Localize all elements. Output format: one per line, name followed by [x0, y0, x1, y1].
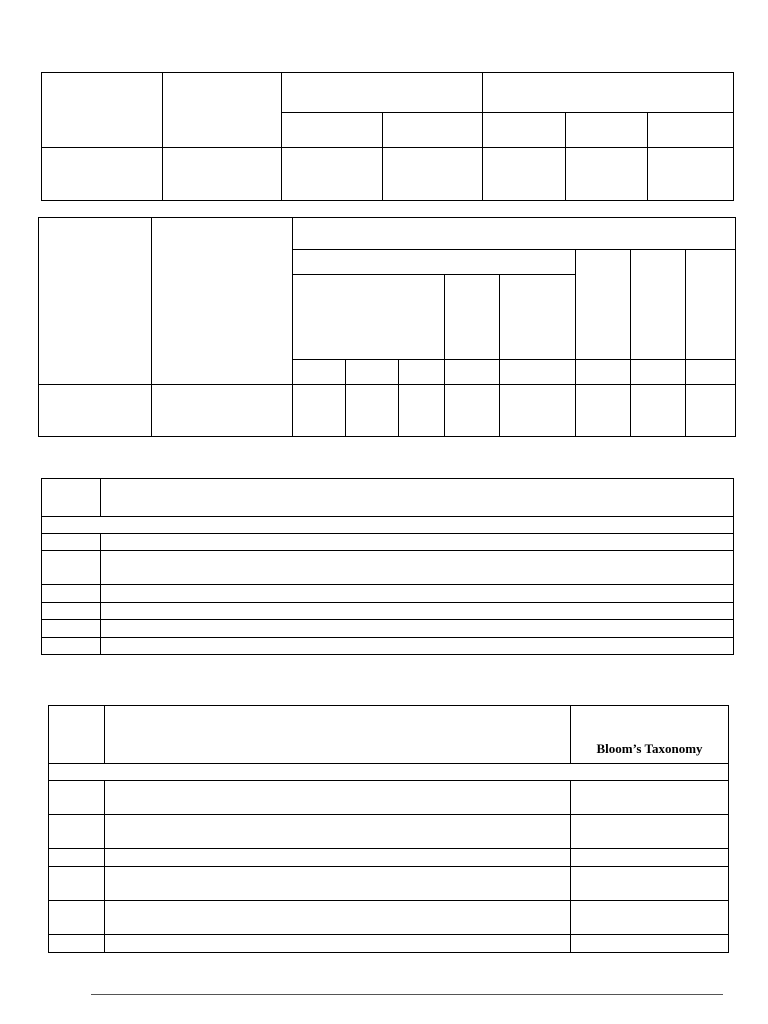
- table-1-subheader-cell: [647, 112, 734, 148]
- table-3-number-cell: [41, 637, 101, 655]
- table-2-data-cell: [151, 384, 293, 437]
- table-2-header-cell: [444, 274, 500, 360]
- table-3-header-text-cell: [100, 478, 734, 517]
- table-4-taxonomy-cell: [570, 900, 729, 935]
- table-1: [41, 72, 734, 201]
- table-4-taxonomy-cell: [570, 866, 729, 901]
- table-2-subheader-cell: [630, 359, 686, 385]
- table-4-number-cell: [48, 900, 105, 935]
- table-3-number-cell: [41, 533, 101, 551]
- table-2-subheader-cell: [499, 359, 576, 385]
- table-1-subheader-cell: [281, 112, 383, 148]
- table-2-subheader-cell: [345, 359, 399, 385]
- table-3-text-cell: [100, 550, 734, 585]
- table-2-data-cell: [292, 384, 346, 437]
- table-2-data-cell: [345, 384, 399, 437]
- table-1-header-group: [281, 72, 483, 113]
- table-4: [48, 705, 729, 953]
- table-1-header-cell: [162, 72, 282, 148]
- table-2-data-cell: [575, 384, 631, 437]
- table-4-number-cell: [48, 848, 105, 867]
- table-3-text-cell: [100, 584, 734, 603]
- table-2: [38, 217, 736, 437]
- table-2-subheader-cell: [575, 359, 631, 385]
- table-4-number-cell: [48, 866, 105, 901]
- table-2-subheader-cell: [444, 359, 500, 385]
- table-4-number-cell: [48, 780, 105, 815]
- table-3-header-number-cell: [41, 478, 101, 517]
- table-4-text-cell: [104, 848, 571, 867]
- table-3-text-cell: [100, 533, 734, 551]
- table-3-section-row: [41, 516, 734, 534]
- table-1-subheader-cell: [382, 112, 483, 148]
- table-2-subheader-cell: [685, 359, 736, 385]
- table-1-data-cell: [647, 147, 734, 201]
- table-2-header-cell: [292, 274, 445, 360]
- table-3-number-cell: [41, 584, 101, 603]
- blooms-taxonomy-header: Bloom’s Taxonomy: [596, 741, 703, 756]
- footer-divider: [91, 994, 723, 995]
- table-4-text-cell: [104, 814, 571, 849]
- table-4-header-text-cell: [104, 705, 571, 764]
- blooms-taxonomy-header-cell: [570, 705, 729, 764]
- table-4-taxonomy-cell: [570, 848, 729, 867]
- table-1-data-cell: [162, 147, 282, 201]
- table-4-text-cell: [104, 900, 571, 935]
- table-1-data-cell: [482, 147, 566, 201]
- table-1-header-cell: [41, 72, 163, 148]
- table-2-data-cell: [38, 384, 152, 437]
- table-2-subheader-cell: [292, 359, 346, 385]
- table-2-header-cell: [575, 249, 631, 360]
- table-1-data-cell: [565, 147, 648, 201]
- table-4-text-cell: [104, 934, 571, 953]
- table-3-text-cell: [100, 602, 734, 620]
- table-2-data-cell: [685, 384, 736, 437]
- table-3-text-cell: [100, 619, 734, 638]
- table-3-number-cell: [41, 602, 101, 620]
- table-2-header-cell: [630, 249, 686, 360]
- table-1-subheader-cell: [565, 112, 648, 148]
- table-2-data-cell: [499, 384, 576, 437]
- table-2-data-cell: [398, 384, 445, 437]
- table-2-header-cell: [151, 217, 293, 385]
- table-4-text-cell: [104, 866, 571, 901]
- table-2-header-cell: [499, 274, 576, 360]
- table-4-number-cell: [48, 814, 105, 849]
- table-4-header-number-cell: [48, 705, 105, 764]
- table-2-subheader-cell: [398, 359, 445, 385]
- table-4-taxonomy-cell: [570, 814, 729, 849]
- table-1-data-cell: [41, 147, 163, 201]
- table-2-data-cell: [630, 384, 686, 437]
- table-1-data-cell: [281, 147, 383, 201]
- table-2-data-cell: [444, 384, 500, 437]
- table-4-number-cell: [48, 934, 105, 953]
- table-4-taxonomy-cell: [570, 934, 729, 953]
- table-2-header-group: [292, 217, 736, 250]
- table-2-header-cell: [685, 249, 736, 360]
- table-1-subheader-cell: [482, 112, 566, 148]
- table-2-header-subgroup: [292, 249, 576, 275]
- table-3-number-cell: [41, 550, 101, 585]
- table-3: [41, 478, 734, 655]
- table-3-text-cell: [100, 637, 734, 655]
- table-4-taxonomy-cell: [570, 780, 729, 815]
- table-2-header-cell: [38, 217, 152, 385]
- table-1-header-group: [482, 72, 734, 113]
- table-1-data-cell: [382, 147, 483, 201]
- table-4-text-cell: [104, 780, 571, 815]
- table-4-section-row: [48, 763, 729, 781]
- table-3-number-cell: [41, 619, 101, 638]
